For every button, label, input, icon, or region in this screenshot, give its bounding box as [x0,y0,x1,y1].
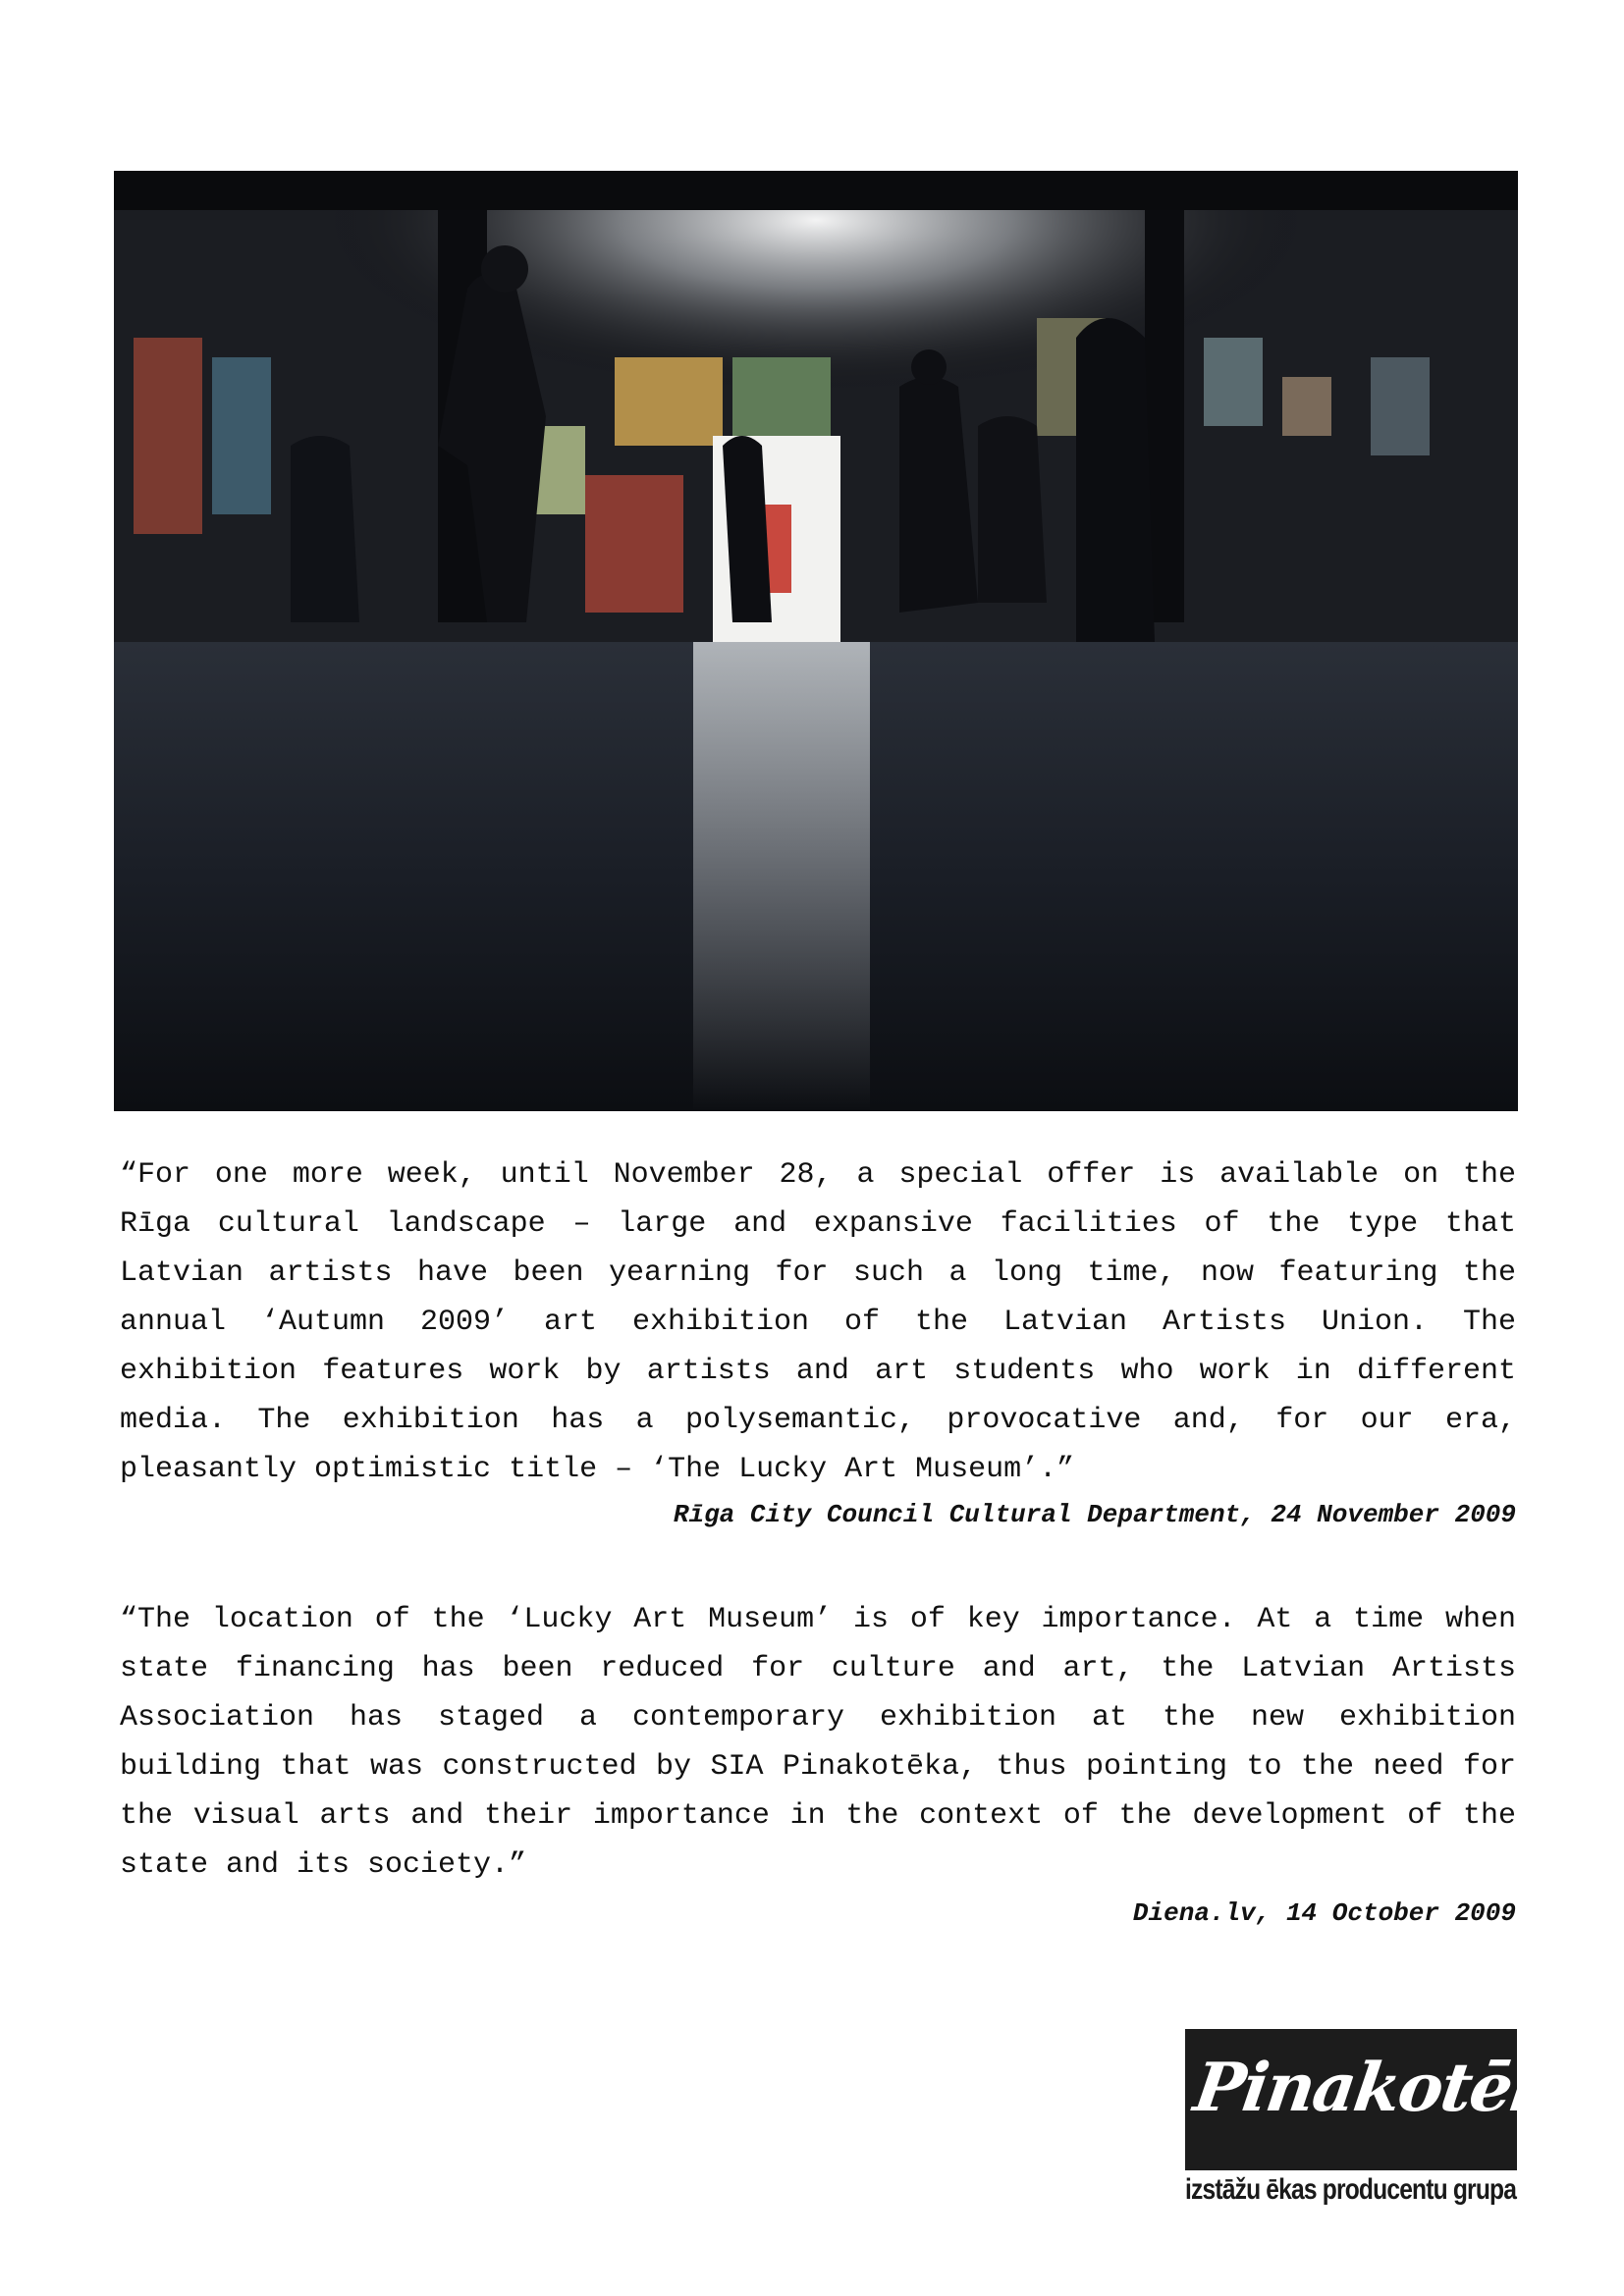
gallery-interior-image [114,171,1518,1111]
logo-tagline: izstāžu ēkas producentu grupa [1185,2173,1517,2206]
quote-riga-council: “For one more week, until November 28, a special offer is available on the Rīga cultural landscape – large and expansive facilities of the type that Latvian artists have been yearning for such a long time, now featuring the annual ‘Autumn 2009’ art exhibition of the Latvian Artists Union. The exhibition features work by artists and art students who work in different media. The exhibition has a polysemantic, provocative and, for our era, pleasantly optimistic title – ‘The Lucky Art Museum’.” [120,1158,1516,1486]
logo-wordmark: Pinakotēka [1189,2049,1602,2127]
pinakoteka-logo [1185,2029,1602,2170]
quote-source-riga-council: Rīga City Council Cultural Department, 24 November 2009 [673,1500,1516,1529]
exhibition-photo [114,171,1518,1111]
quote-source-diena: Diena.lv, 14 October 2009 [1132,1898,1516,1928]
quote-diena: “The location of the ‘Lucky Art Museum’ is of key importance. At a time when state financing has been reduced for culture and art, the Latvian Artists Association has staged a contemporary exhibition at the new exhibition building that was constructed by SIA Pinakotēka, thus pointing to the need for the visual arts and their importance in the context of the development of the state and its society.” [120,1603,1516,1882]
